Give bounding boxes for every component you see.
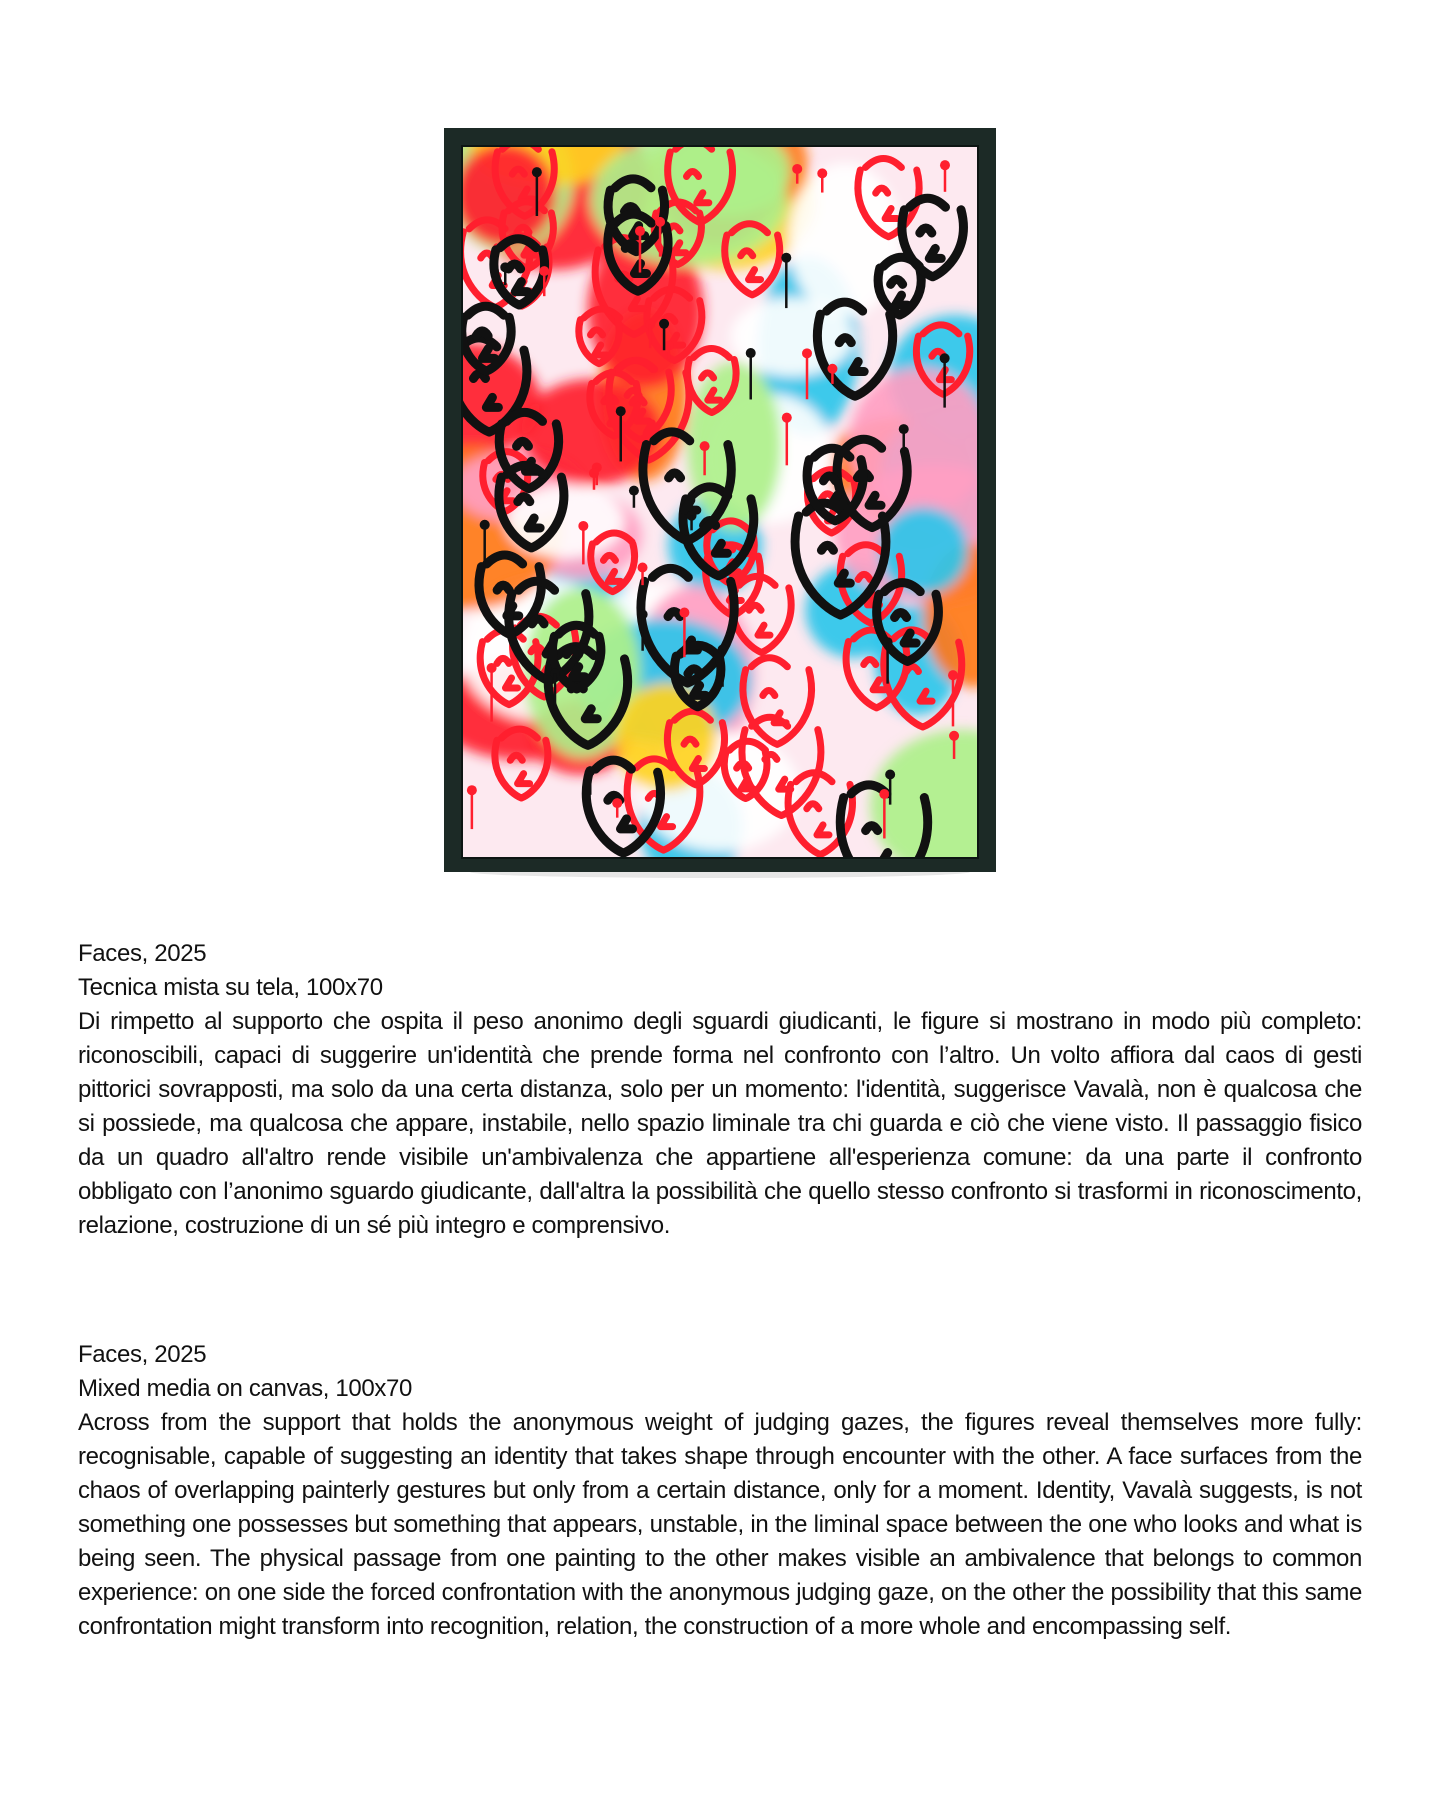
- artwork-medium: Tecnica mista su tela, 100x70: [78, 974, 383, 1001]
- artwork-title: Faces, 2025: [78, 940, 207, 967]
- artwork-medium: Mixed media on canvas, 100x70: [78, 1375, 413, 1402]
- caption-english: [78, 1338, 1362, 1644]
- artwork-image: [440, 124, 1000, 880]
- caption-italian: [78, 937, 1362, 1243]
- artwork-description: Di rimpetto al supporto che ospita il peso anonimo degli sguardi giudicanti, le figure si mostrano in modo più completo: riconoscibili, capaci di suggerire un'identità che prende forma nel confronto con l’altro. Un volto affiora dal caos di gesti pittorici sovrapposti, ma solo da una certa distanza, solo per un momento: l'identità, suggerisce Vavalà, non è qualcosa che si possiede, ma qualcosa che appare, instabile, nello spazio liminale tra chi guarda e ciò che viene visto. Il passaggio fisico da un quadro all'altro rende visibile un'ambivalenza che appartiene all'esperienza comune: da una parte il confronto obbligato con l’anonimo sguardo giudicante, dall'altra la possibilità che quello stesso confronto si trasformi in riconoscimento, relazione, costruzione di un sé più integro e comprensivo.: [78, 1008, 1362, 1239]
- artwork-title: Faces, 2025: [78, 1341, 207, 1368]
- artwork-description: Across from the support that holds the anonymous weight of judging gazes, the figures reveal themselves more fully: recognisable, capable of suggesting an identity that takes shape through encounter with the other. A face surfaces from the chaos of overlapping painterly gestures but only from a certain distance, only for a moment. Identity, Vavalà suggests, is not something one possesses but something that appears, unstable, in the liminal space between the one who looks and what is being seen. The physical passage from one painting to the other makes visible an ambivalence that belongs to common experience: on one side the forced confrontation with the anonymous judging gaze, on the other the possibility that this same confrontation might transform into recognition, relation, the construction of a more whole and encompassing self.: [78, 1409, 1362, 1640]
